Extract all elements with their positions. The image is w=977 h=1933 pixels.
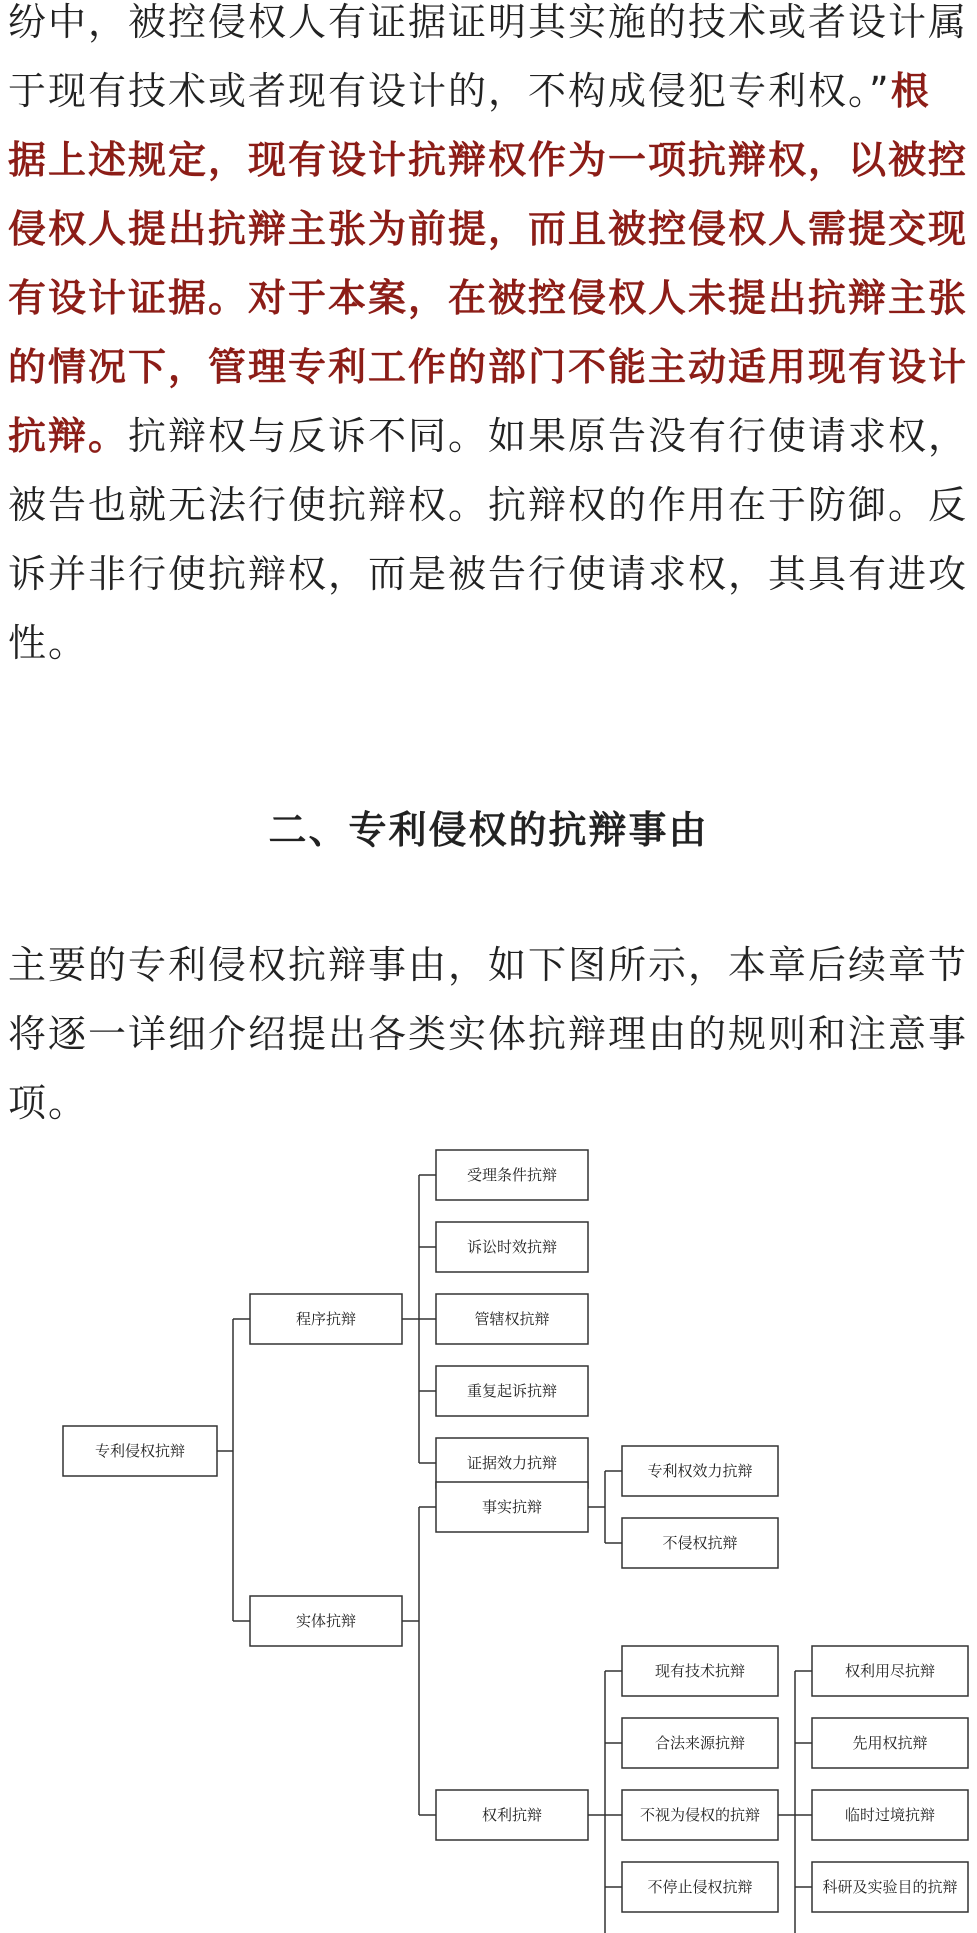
node-procedural-child <box>436 1366 588 1416</box>
node-label: 程序抗辩 <box>295 1310 357 1328</box>
node-label: 专利权效力抗辩 <box>647 1462 753 1480</box>
node-fact <box>436 1482 588 1532</box>
node-exemption-child <box>812 1718 968 1768</box>
node-label: 合法来源抗辩 <box>654 1734 746 1752</box>
node-label: 证据效力抗辩 <box>466 1454 558 1472</box>
node-label: 先用权抗辩 <box>852 1734 928 1752</box>
section-heading: 二、专利侵权的抗辩事由 <box>268 808 709 852</box>
node-label: 科研及实验目的抗辩 <box>822 1878 958 1896</box>
defense-tree-diagram <box>0 1140 977 1933</box>
node-fact-child <box>622 1518 778 1568</box>
node-label: 不停止侵权抗辩 <box>647 1878 753 1896</box>
node-right-child <box>622 1790 778 1840</box>
node-procedural-child <box>436 1294 588 1344</box>
node-label: 不侵权抗辩 <box>662 1534 738 1552</box>
node-label: 权利抗辩 <box>481 1806 543 1824</box>
node-label: 管辖权抗辩 <box>474 1310 550 1328</box>
node-label: 专利侵权抗辩 <box>94 1442 186 1460</box>
node-procedural-child <box>436 1222 588 1272</box>
node-label: 临时过境抗辩 <box>844 1806 936 1824</box>
paragraph-intro: 主要的专利侵权抗辩事由，如下图所示，本章后续章节将逐一详细介绍提出各类实体抗辩理由的规则和注意事项。 <box>8 943 969 1125</box>
node-fact-child <box>622 1446 778 1496</box>
node-label: 重复起诉抗辩 <box>466 1382 558 1400</box>
node-label: 受理条件抗辩 <box>466 1166 558 1184</box>
node-label: 实体抗辩 <box>295 1612 357 1630</box>
node-exemption-child <box>812 1646 968 1696</box>
paragraph-defense-rights <box>8 0 970 678</box>
paragraph-text: 纷中，被控侵权人有证据证明其实施的技术或者设计属于现有技术或者现有设计的，不构成侵犯专利权。” <box>8 0 969 113</box>
node-label: 现有技术抗辩 <box>654 1662 746 1680</box>
node-substantive <box>250 1596 402 1646</box>
node-procedural-child <box>436 1150 588 1200</box>
node-label: 事实抗辩 <box>481 1498 543 1516</box>
node-procedural-child <box>436 1438 588 1488</box>
node-right <box>436 1790 588 1840</box>
node-procedural <box>250 1294 402 1344</box>
node-label: 不视为侵权的抗辩 <box>639 1806 761 1824</box>
node-label: 诉讼时效抗辩 <box>466 1238 558 1256</box>
node-root <box>63 1426 217 1476</box>
node-label: 权利用尽抗辩 <box>844 1662 936 1680</box>
node-exemption-child <box>812 1862 968 1912</box>
node-right-child <box>622 1862 778 1912</box>
paragraph-text: 抗辩权与反诉不同。如果原告没有行使请求权，被告也就无法行使抗辩权。抗辩权的作用在于防御。反诉并非行使抗辩权，而是被告行使请求权，其具有进攻性。 <box>8 414 969 665</box>
node-right-child <box>622 1646 778 1696</box>
node-exemption-child <box>812 1790 968 1840</box>
highlighted-text: 根据上述规定，现有设计抗辩权作为一项抗辩权，以被控侵权人提出抗辩主张为前提，而且被控侵权人需提交现有设计证据。对于本案，在被控侵权人未提出抗辩主张的情况下，管理专利工作的部门不能主动适用现有设计抗辩。 <box>8 69 969 458</box>
node-right-child <box>622 1718 778 1768</box>
